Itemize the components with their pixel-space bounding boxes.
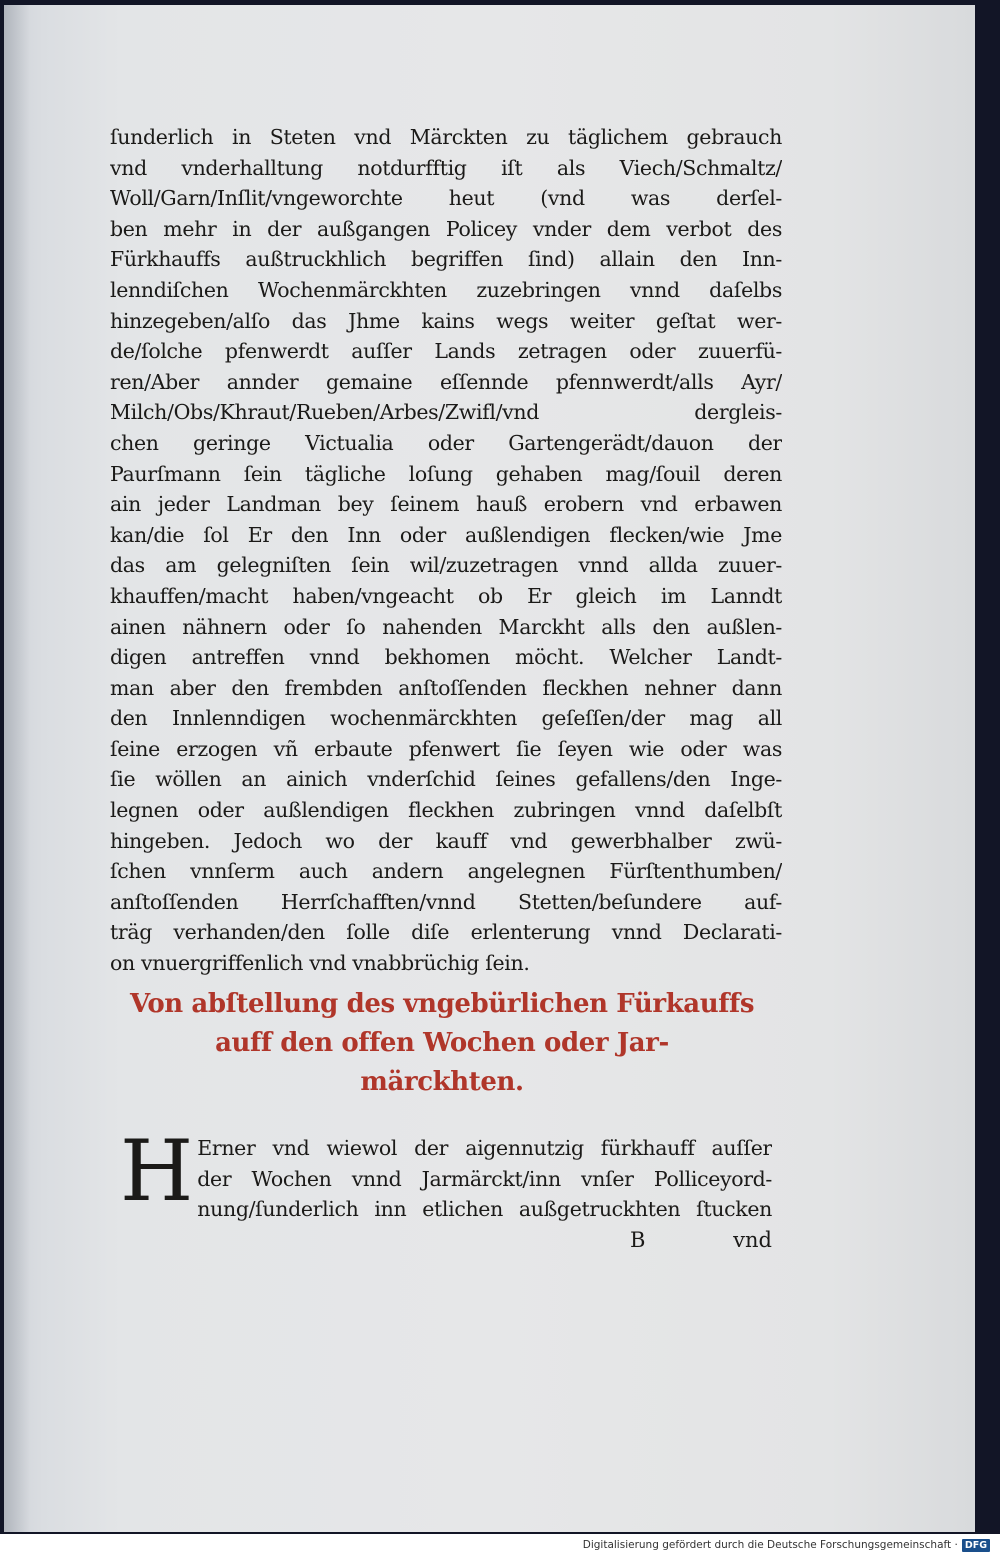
- text-line: ren/Aber annder gemaine eſſennde pfennwerdt/alls Ayr/: [110, 369, 782, 394]
- text-line: ain jeder Landman bey ſeinem hauß erobern vnd erbawen: [110, 492, 782, 517]
- signature-mark: B: [630, 1228, 646, 1252]
- text-line: Milch/Obs/Khraut/Rueben/Arbes/Zwifl/vnd dergleis-: [110, 400, 782, 425]
- text-line: hinzegeben/alſo das Jhme kains wegs weiter geſtat wer-: [110, 308, 782, 333]
- second-paragraph: [120, 1122, 772, 1225]
- body-text: [110, 122, 782, 979]
- text-line: kan/die ſol Er den Inn oder außlendigen flecken/wie Jme: [110, 522, 782, 547]
- dfg-logo[interactable]: DFG: [962, 1539, 990, 1552]
- credit-bar: [0, 1534, 1000, 1556]
- catchword: vnd: [733, 1228, 772, 1252]
- heading-line: Von abſtellung des vngebürlichen Fürkauffs: [129, 989, 755, 1019]
- section-heading: [112, 985, 772, 1102]
- text-line: ſchen vnnſerm auch andern angelegnen Fürſtenthumben/: [110, 859, 782, 884]
- text-line: on vnuergriffenlich vnd vnabbrüchig ſein.: [110, 951, 530, 976]
- text-line: de/ſolche pfenwerdt auſſer Lands zetragen oder zuuerfü-: [110, 339, 782, 364]
- text-line: das am gelegniſten ſein wil/zuzetragen vnnd allda zuuer-: [110, 553, 782, 578]
- drop-cap-initial: H: [120, 1122, 194, 1220]
- heading-line: auff den offen Wochen oder Jar-: [215, 1028, 669, 1058]
- text-line: träg verhanden/den ſolle diſe erlenterung vnnd Declarati-: [110, 920, 782, 945]
- text-line: anſtoſſenden Herrſchafften/vnnd Stetten/beſundere auf-: [110, 889, 782, 914]
- text-line: ſie wöllen an ainich vnderſchid ſeines gefallens/den Inge-: [110, 767, 782, 792]
- text-line: digen antreffen vnnd bekhomen möcht. Welcher Landt-: [110, 645, 782, 670]
- text-line: Fürkhauffs außtruckhlich begriffen ſind) allain den Inn-: [110, 247, 782, 272]
- funding-credit: Digitalisierung gefördert durch die Deutsche Forschungsgemeinschaft ·: [582, 1539, 958, 1551]
- text-line: man aber den frembden anſtoſſenden fleckhen nehner dann: [110, 675, 782, 700]
- text-line: ben mehr in der außgangen Policey vnder dem verbot des: [110, 216, 782, 241]
- text-line: ſunderlich in Steten vnd Märckten zu täglichem gebrauch: [110, 125, 782, 149]
- text-line: hingeben. Jedoch wo der kauff vnd gewerbhalber zwü-: [110, 828, 782, 853]
- text-line: ſeine erzogen vñ erbaute pfenwert ſie ſeyen wie oder was: [110, 736, 782, 761]
- text-line: nung/ſunderlich inn etlichen außgetruckhten ſtucken: [197, 1197, 772, 1222]
- document-page: [4, 5, 975, 1532]
- text-line: Erner vnd wiewol der aigennutzig fürkhauff auſſer: [197, 1136, 772, 1160]
- text-line: khauffen/macht haben/vngeacht ob Er gleich im Lanndt: [110, 583, 782, 608]
- text-line: chen geringe Victualia oder Gartengerädt/dauon der: [110, 430, 782, 455]
- text-line: ainen nähnern oder ſo nahenden Marckht alls den außlen-: [110, 614, 782, 639]
- text-line: vnd vnderhalltung notdurfftig iſt als Viech/Schmaltz/: [110, 155, 782, 180]
- text-line: Paurſmann ſein tägliche loſung gehaben mag/ſouil deren: [110, 461, 782, 486]
- heading-line: märckhten.: [360, 1067, 524, 1097]
- text-line: Woll/Garn/Inſlit/vngeworchte heut (vnd was derſel-: [110, 186, 782, 211]
- text-line: legnen oder außlendigen fleckhen zubringen vnnd daſelbſt: [110, 798, 782, 823]
- text-line: den Innlenndigen wochenmärckhten geſeſſen/der mag all: [110, 706, 782, 731]
- text-line: lenndiſchen Wochenmärckhten zuzebringen vnnd daſelbs: [110, 277, 782, 302]
- text-line: der Wochen vnnd Jarmärckt/inn vnſer Polliceyord-: [197, 1166, 772, 1191]
- page-footer: [175, 1225, 772, 1255]
